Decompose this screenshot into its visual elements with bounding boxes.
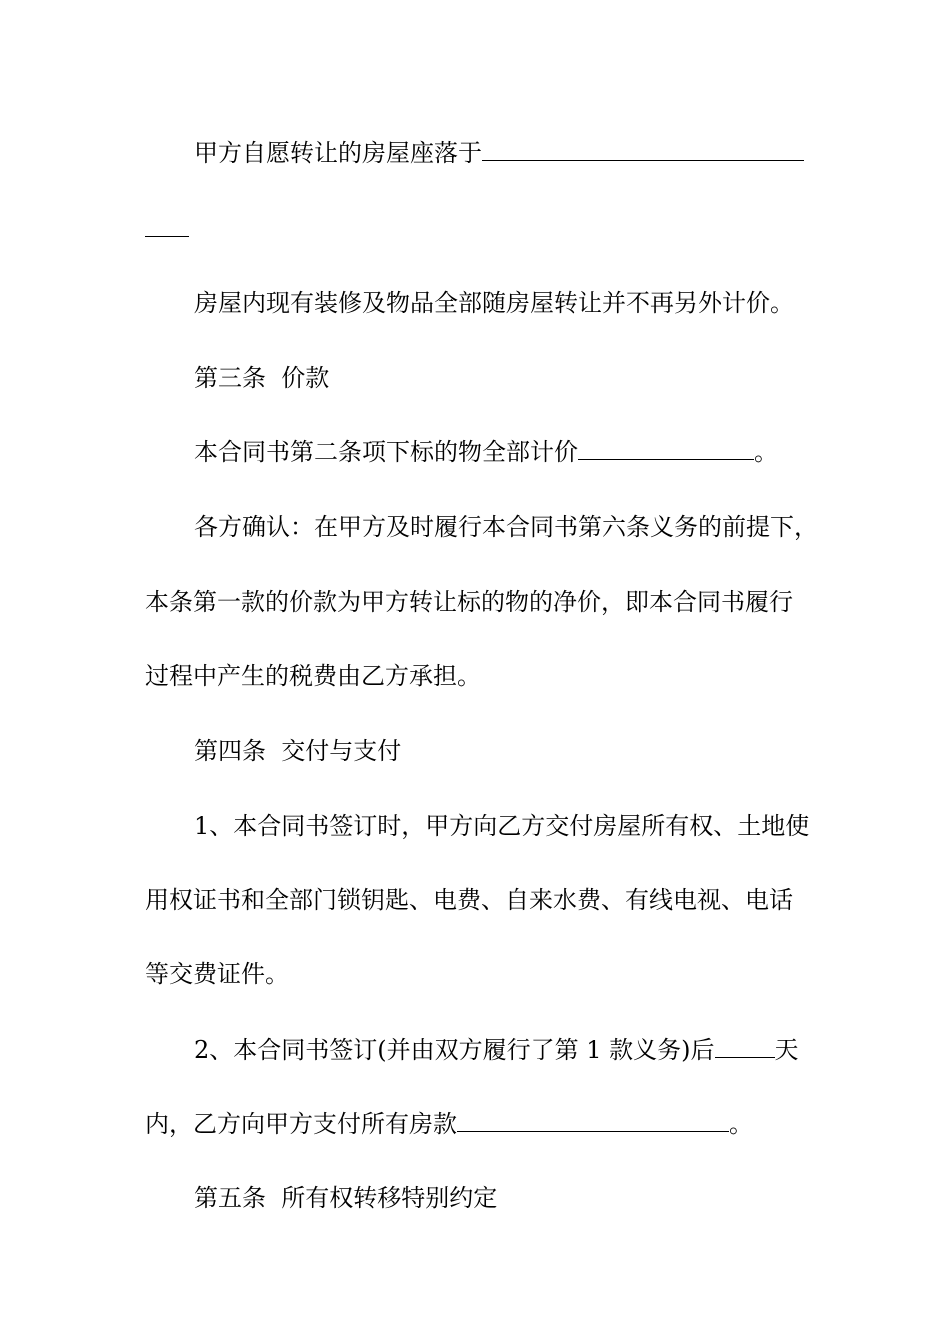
article-4-title: 第四条 交付与支付 bbox=[194, 737, 402, 765]
delivery-text-2: 用权证书和全部门锁钥匙、电费、自来水费、有线电视、电话 bbox=[145, 886, 793, 914]
paragraph-delivery-line-2 bbox=[145, 884, 793, 916]
confirm-text-3: 过程中产生的税费由乙方承担。 bbox=[145, 662, 481, 690]
confirm-text-1: 各方确认：在甲方及时履行本合同书第六条义务的前提下， bbox=[194, 513, 818, 541]
days-blank bbox=[715, 1035, 775, 1058]
paragraph-payment-line-2 bbox=[145, 1108, 753, 1140]
paragraph-confirm-line-1 bbox=[194, 511, 818, 543]
article-5-heading bbox=[194, 1182, 497, 1214]
location-blank-tail bbox=[145, 214, 189, 237]
payment-suffix: 。 bbox=[729, 1110, 753, 1138]
payment-text-2: 内，乙方向甲方支付所有房款 bbox=[145, 1110, 457, 1138]
price-text: 本合同书第二条项下标的物全部计价 bbox=[194, 438, 578, 466]
paragraph-confirm-line-2 bbox=[145, 586, 793, 618]
price-blank bbox=[578, 437, 754, 460]
location-blank bbox=[482, 138, 804, 161]
paragraph-location bbox=[194, 137, 804, 169]
location-blank-continued bbox=[145, 213, 189, 245]
paragraph-decoration bbox=[194, 287, 794, 319]
paragraph-payment-line-1 bbox=[194, 1034, 799, 1066]
price-suffix: 。 bbox=[754, 438, 778, 466]
paragraph-delivery-line-1 bbox=[194, 810, 809, 842]
location-text: 甲方自愿转让的房屋座落于 bbox=[194, 139, 482, 167]
days-suffix: 天 bbox=[774, 1036, 799, 1064]
confirm-text-2: 本条第一款的价款为甲方转让标的物的净价，即本合同书履行 bbox=[145, 588, 793, 616]
paragraph-price bbox=[194, 436, 778, 468]
article-3-heading bbox=[194, 362, 329, 394]
article-3-title: 第三条 价款 bbox=[194, 364, 330, 392]
delivery-text-3: 等交费证件。 bbox=[145, 960, 289, 988]
amount-blank bbox=[457, 1109, 729, 1132]
payment-text-1: 2、本合同书签订(并由双方履行了第 1 款义务)后 bbox=[194, 1036, 715, 1064]
article-4-heading bbox=[194, 735, 401, 767]
decoration-text: 房屋内现有装修及物品全部随房屋转让并不再另外计价。 bbox=[194, 289, 794, 317]
delivery-text-1: 1、本合同书签订时，甲方向乙方交付房屋所有权、土地使 bbox=[194, 812, 810, 840]
paragraph-confirm-line-3 bbox=[145, 660, 481, 692]
paragraph-delivery-line-3 bbox=[145, 958, 289, 990]
article-5-title: 第五条 所有权转移特别约定 bbox=[194, 1184, 498, 1212]
